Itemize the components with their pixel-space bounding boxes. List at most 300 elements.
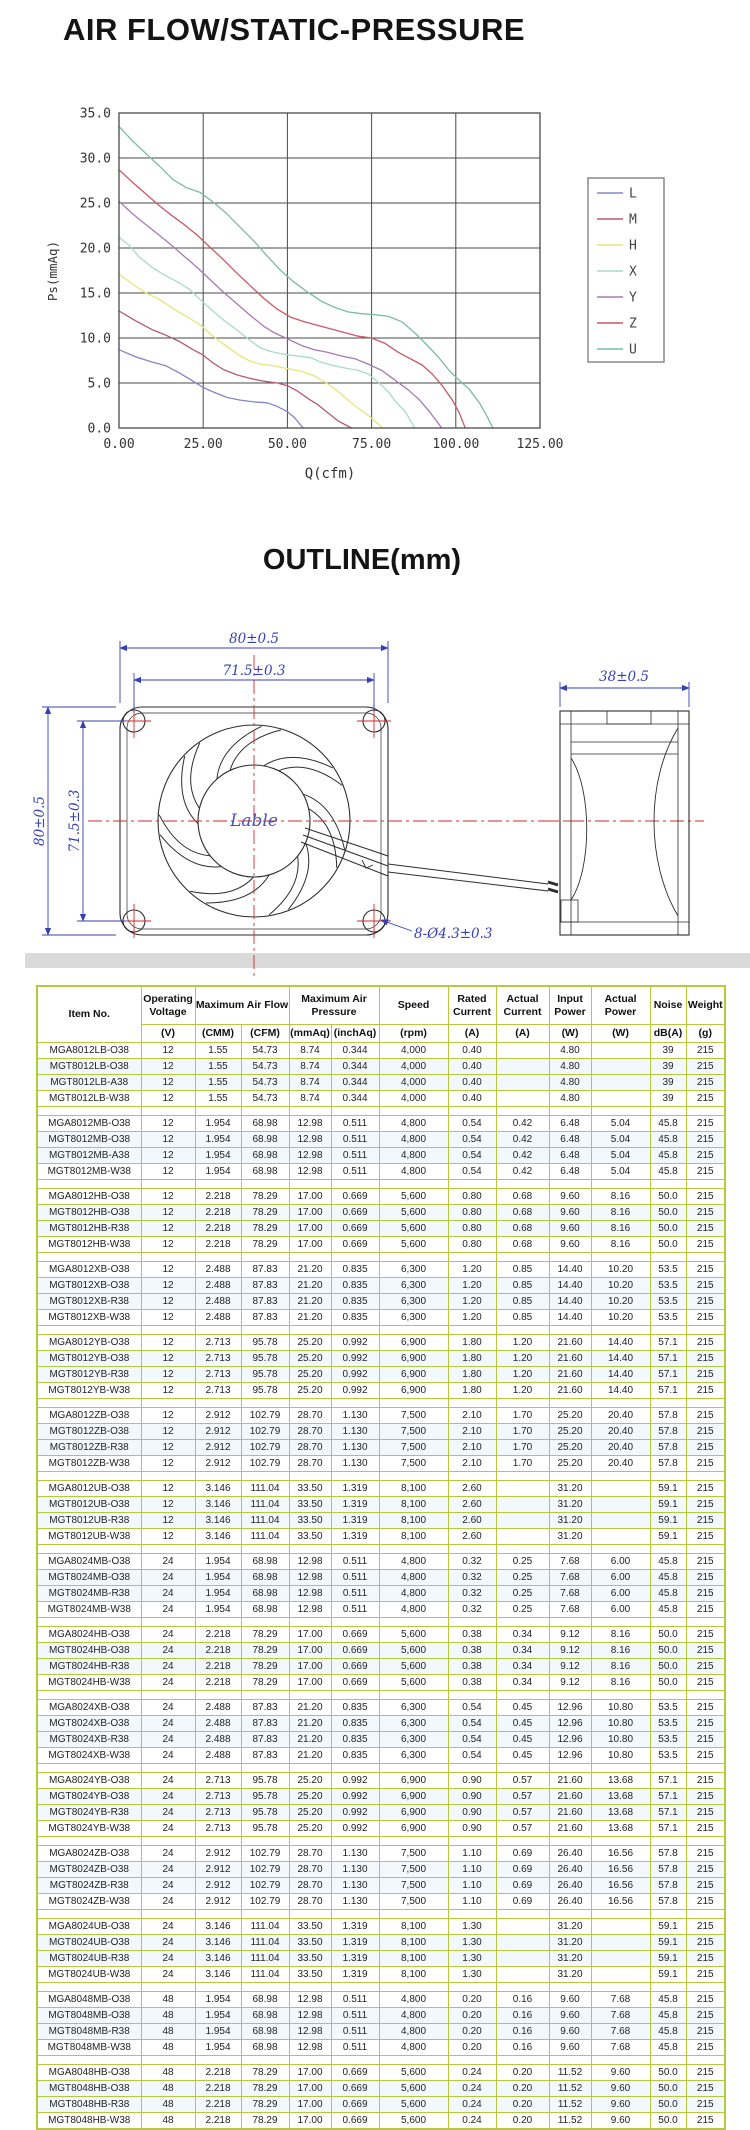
value-cell: 95.78 bbox=[241, 1789, 289, 1805]
value-cell: 12 bbox=[141, 1294, 195, 1310]
value-cell: 10.80 bbox=[591, 1716, 650, 1732]
item-no-cell: MGT8012XB-R38 bbox=[37, 1294, 141, 1310]
value-cell: 4,000 bbox=[379, 1091, 448, 1107]
value-cell bbox=[591, 1075, 650, 1091]
col-unit: (W) bbox=[591, 1025, 650, 1043]
value-cell: 0.69 bbox=[496, 1894, 549, 1910]
fan-blade-edge bbox=[269, 856, 298, 915]
value-cell: 1.954 bbox=[195, 2008, 241, 2024]
empty-cell bbox=[686, 1618, 725, 1627]
value-cell: 0.511 bbox=[331, 1602, 379, 1618]
value-cell: 26.40 bbox=[549, 1878, 591, 1894]
value-cell: 215 bbox=[686, 1383, 725, 1399]
value-cell: 24 bbox=[141, 1602, 195, 1618]
value-cell: 68.98 bbox=[241, 2040, 289, 2056]
value-cell: 24 bbox=[141, 1732, 195, 1748]
item-no-cell: MGT8012ZB-W38 bbox=[37, 1456, 141, 1472]
item-no-cell: MGT8012LB-A38 bbox=[37, 1075, 141, 1091]
value-cell: 24 bbox=[141, 1643, 195, 1659]
value-cell: 0.80 bbox=[448, 1205, 496, 1221]
value-cell: 215 bbox=[686, 1935, 725, 1951]
value-cell: 215 bbox=[686, 1456, 725, 1472]
value-cell: 6,900 bbox=[379, 1805, 448, 1821]
value-cell: 20.40 bbox=[591, 1456, 650, 1472]
item-no-cell: MGT8012YB-R38 bbox=[37, 1367, 141, 1383]
value-cell: 215 bbox=[686, 1716, 725, 1732]
value-cell: 2.488 bbox=[195, 1294, 241, 1310]
value-cell: 12 bbox=[141, 1262, 195, 1278]
value-cell: 215 bbox=[686, 1043, 725, 1059]
table-row bbox=[37, 1164, 725, 1180]
group-separator-row bbox=[37, 2056, 725, 2065]
value-cell: 68.98 bbox=[241, 1586, 289, 1602]
y-tick-label: 10.0 bbox=[79, 331, 111, 347]
value-cell: 21.20 bbox=[289, 1700, 331, 1716]
value-cell: 14.40 bbox=[549, 1278, 591, 1294]
value-cell: 0.45 bbox=[496, 1700, 549, 1716]
value-cell: 0.42 bbox=[496, 1164, 549, 1180]
x-tick-label: 125.00 bbox=[516, 437, 564, 452]
value-cell: 6.00 bbox=[591, 1570, 650, 1586]
value-cell: 57.8 bbox=[650, 1440, 686, 1456]
dim-width-outer: 80±0.5 bbox=[229, 631, 279, 647]
table-row bbox=[37, 1919, 725, 1935]
value-cell: 0.54 bbox=[448, 1716, 496, 1732]
value-cell: 4,800 bbox=[379, 1992, 448, 2008]
value-cell: 0.20 bbox=[448, 2040, 496, 2056]
value-cell: 4,000 bbox=[379, 1059, 448, 1075]
empty-cell bbox=[241, 2056, 289, 2065]
value-cell: 21.20 bbox=[289, 1732, 331, 1748]
empty-cell bbox=[37, 1399, 141, 1408]
value-cell: 9.60 bbox=[549, 1992, 591, 2008]
value-cell: 17.00 bbox=[289, 1221, 331, 1237]
value-cell bbox=[591, 1481, 650, 1497]
empty-cell bbox=[549, 1253, 591, 1262]
value-cell bbox=[591, 1497, 650, 1513]
value-cell: 4.80 bbox=[549, 1043, 591, 1059]
value-cell: 59.1 bbox=[650, 1967, 686, 1983]
value-cell: 9.12 bbox=[549, 1659, 591, 1675]
value-cell: 2.912 bbox=[195, 1894, 241, 1910]
empty-cell bbox=[195, 1253, 241, 1262]
value-cell: 20.40 bbox=[591, 1440, 650, 1456]
empty-cell bbox=[591, 1399, 650, 1408]
value-cell: 111.04 bbox=[241, 1951, 289, 1967]
empty-cell bbox=[686, 1180, 725, 1189]
value-cell: 57.8 bbox=[650, 1408, 686, 1424]
value-cell: 7,500 bbox=[379, 1846, 448, 1862]
value-cell: 31.20 bbox=[549, 1481, 591, 1497]
centerlines bbox=[88, 655, 704, 980]
item-no-cell: MGT8024HB-W38 bbox=[37, 1675, 141, 1691]
value-cell: 0.54 bbox=[448, 1164, 496, 1180]
empty-cell bbox=[686, 1983, 725, 1992]
value-cell: 33.50 bbox=[289, 1935, 331, 1951]
empty-cell bbox=[289, 1180, 331, 1189]
value-cell: 215 bbox=[686, 1091, 725, 1107]
value-cell: 8,100 bbox=[379, 1513, 448, 1529]
value-cell: 4,800 bbox=[379, 1132, 448, 1148]
item-no-cell: MGT8048MB-W38 bbox=[37, 2040, 141, 2056]
col-unit: (inchAq) bbox=[331, 1025, 379, 1043]
table-row bbox=[37, 1675, 725, 1691]
value-cell: 6,300 bbox=[379, 1732, 448, 1748]
value-cell: 25.20 bbox=[549, 1456, 591, 1472]
value-cell: 0.344 bbox=[331, 1091, 379, 1107]
value-cell: 0.32 bbox=[448, 1570, 496, 1586]
value-cell: 95.78 bbox=[241, 1821, 289, 1837]
value-cell: 25.20 bbox=[289, 1773, 331, 1789]
col-unit: (A) bbox=[448, 1025, 496, 1043]
value-cell: 215 bbox=[686, 1294, 725, 1310]
value-cell: 21.60 bbox=[549, 1335, 591, 1351]
value-cell: 8.16 bbox=[591, 1643, 650, 1659]
empty-cell bbox=[650, 1180, 686, 1189]
value-cell: 0.835 bbox=[331, 1310, 379, 1326]
value-cell: 0.835 bbox=[331, 1278, 379, 1294]
table-row bbox=[37, 1351, 725, 1367]
value-cell: 50.0 bbox=[650, 1237, 686, 1253]
table-row bbox=[37, 1643, 725, 1659]
value-cell: 39 bbox=[650, 1059, 686, 1075]
value-cell: 8.74 bbox=[289, 1043, 331, 1059]
table-row bbox=[37, 1424, 725, 1440]
empty-cell bbox=[549, 1764, 591, 1773]
value-cell: 0.34 bbox=[496, 1643, 549, 1659]
empty-cell bbox=[195, 1326, 241, 1335]
col-header: Actual Power bbox=[591, 986, 650, 1025]
value-cell: 59.1 bbox=[650, 1529, 686, 1545]
empty-cell bbox=[448, 1545, 496, 1554]
value-cell: 215 bbox=[686, 1789, 725, 1805]
value-cell: 28.70 bbox=[289, 1846, 331, 1862]
empty-cell bbox=[331, 1472, 379, 1481]
value-cell: 17.00 bbox=[289, 1675, 331, 1691]
value-cell: 5.04 bbox=[591, 1132, 650, 1148]
empty-cell bbox=[241, 1983, 289, 1992]
value-cell: 24 bbox=[141, 1789, 195, 1805]
value-cell: 215 bbox=[686, 1570, 725, 1586]
value-cell: 2.488 bbox=[195, 1700, 241, 1716]
value-cell: 1.954 bbox=[195, 1570, 241, 1586]
value-cell: 12 bbox=[141, 1075, 195, 1091]
table-row bbox=[37, 1951, 725, 1967]
value-cell: 11.52 bbox=[549, 2113, 591, 2130]
value-cell: 0.669 bbox=[331, 1627, 379, 1643]
table-row bbox=[37, 1148, 725, 1164]
value-cell: 17.00 bbox=[289, 1205, 331, 1221]
value-cell: 6.00 bbox=[591, 1586, 650, 1602]
value-cell: 9.12 bbox=[549, 1643, 591, 1659]
value-cell bbox=[591, 1091, 650, 1107]
empty-cell bbox=[591, 1545, 650, 1554]
col-header: Operating Voltage bbox=[141, 986, 195, 1025]
empty-cell bbox=[37, 1326, 141, 1335]
value-cell: 45.8 bbox=[650, 1132, 686, 1148]
value-cell: 1.55 bbox=[195, 1043, 241, 1059]
value-cell: 1.55 bbox=[195, 1075, 241, 1091]
value-cell: 102.79 bbox=[241, 1456, 289, 1472]
value-cell bbox=[496, 1497, 549, 1513]
value-cell: 8,100 bbox=[379, 1967, 448, 1983]
value-cell: 21.60 bbox=[549, 1773, 591, 1789]
item-no-cell: MGT8024MB-O38 bbox=[37, 1570, 141, 1586]
value-cell: 1.130 bbox=[331, 1440, 379, 1456]
value-cell: 0.40 bbox=[448, 1043, 496, 1059]
value-cell: 45.8 bbox=[650, 1116, 686, 1132]
value-cell: 33.50 bbox=[289, 1481, 331, 1497]
value-cell: 21.20 bbox=[289, 1278, 331, 1294]
value-cell: 0.45 bbox=[496, 1748, 549, 1764]
item-no-cell: MGT8012LB-W38 bbox=[37, 1091, 141, 1107]
col-unit: (A) bbox=[496, 1025, 549, 1043]
value-cell: 26.40 bbox=[549, 1846, 591, 1862]
value-cell: 1.954 bbox=[195, 2040, 241, 2056]
value-cell: 215 bbox=[686, 1497, 725, 1513]
value-cell: 0.24 bbox=[448, 2081, 496, 2097]
value-cell: 215 bbox=[686, 1554, 725, 1570]
value-cell: 21.20 bbox=[289, 1310, 331, 1326]
value-cell: 9.60 bbox=[549, 1221, 591, 1237]
value-cell: 45.8 bbox=[650, 2008, 686, 2024]
value-cell: 215 bbox=[686, 1659, 725, 1675]
value-cell: 0.57 bbox=[496, 1789, 549, 1805]
value-cell: 7.68 bbox=[591, 2040, 650, 2056]
empty-cell bbox=[448, 1910, 496, 1919]
value-cell: 215 bbox=[686, 1878, 725, 1894]
value-cell: 28.70 bbox=[289, 1408, 331, 1424]
value-cell: 111.04 bbox=[241, 1967, 289, 1983]
value-cell: 215 bbox=[686, 1821, 725, 1837]
col-header: Weight bbox=[686, 986, 725, 1025]
value-cell: 7,500 bbox=[379, 1862, 448, 1878]
value-cell: 14.40 bbox=[591, 1383, 650, 1399]
col-header: Rated Current bbox=[448, 986, 496, 1025]
col-header-item-no: Item No. bbox=[37, 986, 141, 1043]
empty-cell bbox=[141, 1983, 195, 1992]
value-cell: 0.669 bbox=[331, 1643, 379, 1659]
item-no-cell: MGT8048MB-R38 bbox=[37, 2024, 141, 2040]
value-cell: 21.60 bbox=[549, 1351, 591, 1367]
table-row bbox=[37, 1862, 725, 1878]
value-cell: 1.130 bbox=[331, 1456, 379, 1472]
value-cell: 2.218 bbox=[195, 1659, 241, 1675]
value-cell: 12 bbox=[141, 1164, 195, 1180]
chart-legend bbox=[588, 178, 664, 362]
value-cell: 0.835 bbox=[331, 1262, 379, 1278]
empty-cell bbox=[448, 1326, 496, 1335]
value-cell: 3.146 bbox=[195, 1497, 241, 1513]
value-cell: 12 bbox=[141, 1440, 195, 1456]
value-cell: 2.488 bbox=[195, 1262, 241, 1278]
value-cell: 1.130 bbox=[331, 1894, 379, 1910]
table-row bbox=[37, 1773, 725, 1789]
value-cell: 10.80 bbox=[591, 1700, 650, 1716]
item-no-cell: MGT8048MB-O38 bbox=[37, 2008, 141, 2024]
table-row bbox=[37, 1602, 725, 1618]
value-cell: 24 bbox=[141, 1627, 195, 1643]
value-cell: 1.319 bbox=[331, 1935, 379, 1951]
value-cell: 31.20 bbox=[549, 1967, 591, 1983]
empty-cell bbox=[496, 1472, 549, 1481]
value-cell: 57.1 bbox=[650, 1367, 686, 1383]
page-title: AIR FLOW/STATIC-PRESSURE bbox=[63, 12, 526, 47]
value-cell: 20.40 bbox=[591, 1424, 650, 1440]
item-no-cell: MGT8012UB-O38 bbox=[37, 1497, 141, 1513]
table-row bbox=[37, 1221, 725, 1237]
value-cell: 215 bbox=[686, 1700, 725, 1716]
table-row bbox=[37, 2008, 725, 2024]
value-cell: 53.5 bbox=[650, 1278, 686, 1294]
value-cell bbox=[496, 1075, 549, 1091]
value-cell: 57.8 bbox=[650, 1878, 686, 1894]
value-cell bbox=[591, 1935, 650, 1951]
value-cell bbox=[496, 1935, 549, 1951]
value-cell: 215 bbox=[686, 1862, 725, 1878]
empty-cell bbox=[141, 1472, 195, 1481]
empty-cell bbox=[496, 1326, 549, 1335]
value-cell: 4,800 bbox=[379, 1554, 448, 1570]
value-cell: 215 bbox=[686, 1310, 725, 1326]
value-cell: 16.56 bbox=[591, 1862, 650, 1878]
dim-depth: 38±0.5 bbox=[599, 669, 649, 685]
value-cell: 12 bbox=[141, 1351, 195, 1367]
empty-cell bbox=[195, 2056, 241, 2065]
value-cell: 95.78 bbox=[241, 1805, 289, 1821]
dim-height-inner: 71.5±0.3 bbox=[67, 789, 83, 853]
value-cell: 78.29 bbox=[241, 1237, 289, 1253]
value-cell: 215 bbox=[686, 1351, 725, 1367]
value-cell: 1.954 bbox=[195, 1554, 241, 1570]
value-cell: 1.130 bbox=[331, 1408, 379, 1424]
value-cell: 7,500 bbox=[379, 1440, 448, 1456]
empty-cell bbox=[591, 1837, 650, 1846]
value-cell: 2.218 bbox=[195, 2081, 241, 2097]
value-cell: 45.8 bbox=[650, 1570, 686, 1586]
empty-cell bbox=[37, 1837, 141, 1846]
value-cell: 1.319 bbox=[331, 1529, 379, 1545]
value-cell bbox=[496, 1059, 549, 1075]
value-cell: 0.344 bbox=[331, 1059, 379, 1075]
value-cell: 7,500 bbox=[379, 1878, 448, 1894]
col-unit: (g) bbox=[686, 1025, 725, 1043]
value-cell: 25.20 bbox=[289, 1367, 331, 1383]
value-cell: 26.40 bbox=[549, 1862, 591, 1878]
value-cell: 39 bbox=[650, 1075, 686, 1091]
item-no-cell: MGT8012UB-W38 bbox=[37, 1529, 141, 1545]
value-cell: 8.16 bbox=[591, 1205, 650, 1221]
empty-cell bbox=[591, 1472, 650, 1481]
value-cell: 102.79 bbox=[241, 1878, 289, 1894]
value-cell: 3.146 bbox=[195, 1919, 241, 1935]
item-no-cell: MGT8048HB-W38 bbox=[37, 2113, 141, 2130]
group-separator-row bbox=[37, 1107, 725, 1116]
item-no-cell: MGT8024ZB-W38 bbox=[37, 1894, 141, 1910]
value-cell: 111.04 bbox=[241, 1919, 289, 1935]
item-no-cell: MGT8024YB-R38 bbox=[37, 1805, 141, 1821]
value-cell: 24 bbox=[141, 1967, 195, 1983]
empty-cell bbox=[195, 1107, 241, 1116]
empty-cell bbox=[37, 1545, 141, 1554]
value-cell: 53.5 bbox=[650, 1732, 686, 1748]
empty-cell bbox=[379, 1472, 448, 1481]
value-cell: 12 bbox=[141, 1513, 195, 1529]
group-separator-row bbox=[37, 1764, 725, 1773]
value-cell: 0.669 bbox=[331, 2081, 379, 2097]
value-cell: 14.40 bbox=[549, 1294, 591, 1310]
dim-height-outer: 80±0.5 bbox=[32, 796, 48, 846]
value-cell: 111.04 bbox=[241, 1529, 289, 1545]
empty-cell bbox=[591, 1107, 650, 1116]
value-cell: 2.488 bbox=[195, 1732, 241, 1748]
value-cell: 0.32 bbox=[448, 1586, 496, 1602]
chart-grid bbox=[119, 113, 540, 428]
empty-cell bbox=[379, 1983, 448, 1992]
value-cell: 11.52 bbox=[549, 2081, 591, 2097]
empty-cell bbox=[289, 1253, 331, 1262]
table-row bbox=[37, 1367, 725, 1383]
empty-cell bbox=[289, 1910, 331, 1919]
value-cell: 0.16 bbox=[496, 2008, 549, 2024]
value-cell: 0.80 bbox=[448, 1189, 496, 1205]
item-no-cell: MGA8012YB-O38 bbox=[37, 1335, 141, 1351]
item-no-cell: MGT8024XB-O38 bbox=[37, 1716, 141, 1732]
empty-cell bbox=[37, 1472, 141, 1481]
value-cell: 12 bbox=[141, 1237, 195, 1253]
legend-label-M: M bbox=[629, 212, 637, 228]
value-cell: 21.20 bbox=[289, 1716, 331, 1732]
value-cell: 31.20 bbox=[549, 1919, 591, 1935]
item-no-cell: MGT8012HB-R38 bbox=[37, 1221, 141, 1237]
value-cell bbox=[496, 1951, 549, 1967]
empty-cell bbox=[686, 2056, 725, 2065]
value-cell: 2.713 bbox=[195, 1821, 241, 1837]
value-cell: 215 bbox=[686, 2065, 725, 2081]
empty-cell bbox=[331, 1618, 379, 1627]
value-cell: 1.20 bbox=[448, 1262, 496, 1278]
value-cell: 0.68 bbox=[496, 1237, 549, 1253]
value-cell: 21.20 bbox=[289, 1748, 331, 1764]
value-cell: 6.48 bbox=[549, 1116, 591, 1132]
item-no-cell: MGT8024HB-O38 bbox=[37, 1643, 141, 1659]
value-cell: 0.57 bbox=[496, 1773, 549, 1789]
empty-cell bbox=[650, 1545, 686, 1554]
value-cell: 2.218 bbox=[195, 2113, 241, 2130]
item-no-cell: MGT8024MB-W38 bbox=[37, 1602, 141, 1618]
empty-cell bbox=[549, 1545, 591, 1554]
value-cell bbox=[591, 1529, 650, 1545]
value-cell: 215 bbox=[686, 1846, 725, 1862]
fan-blade-edge bbox=[160, 835, 221, 867]
empty-cell bbox=[686, 1837, 725, 1846]
value-cell: 6,900 bbox=[379, 1335, 448, 1351]
empty-cell bbox=[141, 1691, 195, 1700]
value-cell: 87.83 bbox=[241, 1310, 289, 1326]
value-cell: 0.511 bbox=[331, 2024, 379, 2040]
value-cell: 2.60 bbox=[448, 1513, 496, 1529]
value-cell: 215 bbox=[686, 1278, 725, 1294]
value-cell: 5,600 bbox=[379, 1189, 448, 1205]
col-unit: (CMM) bbox=[195, 1025, 241, 1043]
table-row bbox=[37, 1570, 725, 1586]
empty-cell bbox=[448, 1399, 496, 1408]
value-cell: 12.96 bbox=[549, 1748, 591, 1764]
value-cell: 33.50 bbox=[289, 1513, 331, 1529]
value-cell: 33.50 bbox=[289, 1967, 331, 1983]
y-tick-label: 35.0 bbox=[79, 106, 111, 122]
table-row bbox=[37, 1481, 725, 1497]
